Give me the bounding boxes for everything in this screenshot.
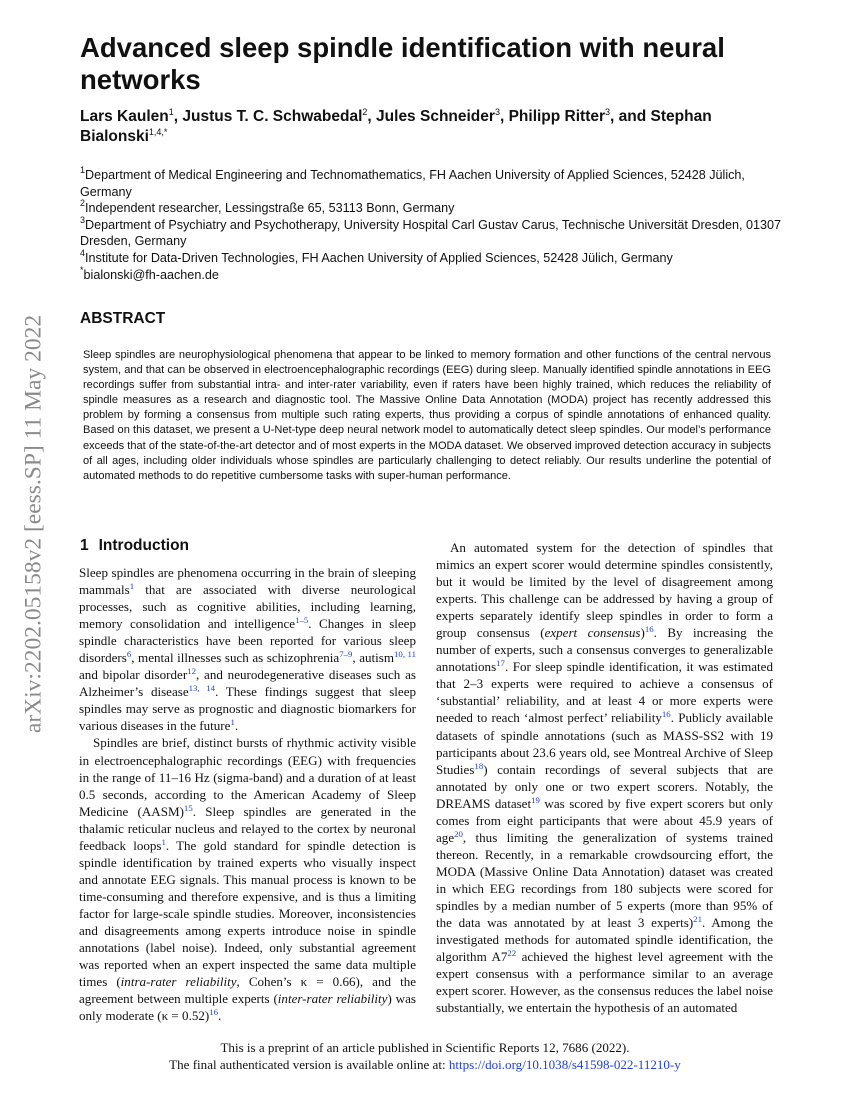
citation-link[interactable]: 18: [474, 760, 484, 771]
citation-link[interactable]: 15: [183, 802, 193, 813]
affiliation-text: Department of Medical Engineering and Technomathematics, FH Aachen University of Applied Sciences, 52428 Jülich, Germany: [80, 168, 745, 199]
citation-link[interactable]: 22: [507, 948, 517, 959]
paper-title: Advanced sleep spindle identification with neural networks: [80, 32, 725, 95]
author-separator: ,: [367, 108, 377, 125]
body-text: and bipolar disorder: [79, 667, 188, 683]
citation-link[interactable]: 1: [161, 836, 166, 847]
body-text: .: [234, 718, 239, 734]
author-name: Justus T. C. Schwabedal: [182, 108, 363, 125]
body-text: . Among the investigated methods for automated spindle identification, the algorithm A7: [436, 915, 773, 965]
citation-link[interactable]: 1: [230, 717, 235, 728]
citation-link[interactable]: 20: [454, 828, 463, 839]
citation-link[interactable]: 16: [209, 1007, 219, 1018]
affiliation-mark: 4: [80, 247, 86, 258]
body-text: ) contain recordings of several subjects that are annotated by only one or two expert scorers. Notably, the DREAMS dataset: [436, 761, 773, 811]
abstract-heading: ABSTRACT: [80, 310, 166, 327]
footer-preprint-note: This is a preprint of an article published in Scientific Reports 12, 7686 (2022).: [220, 1040, 630, 1055]
affiliation: [80, 214, 800, 250]
body-text: ) was only moderate (κ = 0.52): [79, 991, 416, 1024]
footer-doi-line: [0, 1056, 850, 1073]
body-text: , thus limiting the generalization of systems trained thereon. Recently, in a remarkable crowdsourcing effort, the MODA (Massive Online Data Annotation) dataset was created in which EEG recordings from 180 subjects were scored for spindles by a median number of 5 experts (more than 95% of the data was annotated by at least 3 experts): [436, 829, 773, 931]
affiliation-text: bialonski@fh-aachen.de: [83, 267, 219, 282]
citation-link[interactable]: 21: [693, 914, 702, 925]
author-separator: ,: [499, 108, 509, 125]
body-paragraph: [436, 539, 773, 1016]
body-paragraph: [79, 734, 416, 1024]
right-column: [436, 539, 773, 1016]
author-affiliation-mark: 3: [605, 107, 611, 117]
author-name: Lars Kaulen: [80, 108, 169, 125]
body-text: , mental illnesses such as schizophrenia: [131, 650, 340, 666]
citation-link[interactable]: 16: [661, 709, 671, 720]
body-text: Spindles are brief, distinct bursts of rhythmic activity visible in electroencephalographic recordings (EEG) with frequencies in the range of 11–16 Hz (sigma-band) and a duration of at least 0.5 seconds, according to the American Academy of Sleep Medicine (AASM): [79, 735, 416, 819]
emphasis-text: inter-rater reliability: [277, 991, 388, 1007]
body-text: , and neurodegenerative diseases such as Alzheimer’s disease: [79, 667, 416, 700]
affiliation-list: [80, 167, 800, 283]
affiliation-text: Independent researcher, Lessingstraße 65, 53113 Bonn, Germany: [85, 201, 455, 216]
citation-link[interactable]: 16: [644, 624, 654, 635]
citation-link[interactable]: 7–9: [339, 649, 353, 660]
left-column: [79, 564, 416, 1024]
author-name: Philipp Ritter: [508, 108, 606, 125]
body-text: . Sleep spindles are generated in the thalamic reticular nucleus and relayed to the cortex by neuronal feedback loops: [79, 803, 416, 853]
body-text: .: [218, 1008, 222, 1024]
body-text: . By increasing the number of experts, such a consensus converges to generalizable annotations: [436, 625, 773, 675]
body-text: . The gold standard for spindle detection is spindle identification by trained experts who visually inspect and annotate EEG signals. This manual process is known to be time-consuming and therefore expensive, and is thus a limiting factor for large-scale spindle studies. Moreover, inconsistencies and disagreements among experts introduce noise in spindle annotations (label noise). Indeed, only substantial agreement was reported when an expert inspected the same data multiple times (: [79, 837, 416, 990]
citation-link[interactable]: 17: [496, 658, 505, 669]
arxiv-identifier: arXiv:2202.05158v2 [eess.SP] 11 May 2022: [20, 314, 47, 734]
affiliation-mark: 3: [80, 214, 86, 225]
arxiv-sidebar: [22, 285, 46, 763]
body-text: . For sleep spindle identification, it was estimated that 2–3 experts were required to achieve a consensus of ‘substantial’ reliability, and at least 4 or more experts were needed to reach ‘almost perfect’ reliability: [436, 659, 773, 726]
affiliation: [80, 264, 800, 284]
emphasis-text: expert consensus: [544, 625, 641, 641]
affiliation: [80, 200, 800, 217]
citation-link[interactable]: 19: [531, 794, 540, 805]
affiliation-mark: 1: [80, 165, 86, 175]
body-text: that are associated with diverse neurological processes, such as cognitive abilities, including learning, memory consolidation and intelligence: [79, 582, 416, 632]
doi-link[interactable]: https://doi.org/10.1038/s41598-022-11210-y: [448, 1057, 681, 1072]
body-text: . Publicly available datasets of spindle annotations (such as MASS-SS2 with 19 participants about 23.6 years old, see Montreal Archive of Sleep Studies: [436, 710, 773, 777]
section-number: 1: [80, 537, 89, 554]
author-name: Stephan Bialonski: [80, 108, 712, 145]
citation-link[interactable]: 1–5: [295, 615, 309, 626]
author-separator: , and: [610, 108, 651, 125]
body-text: . Changes in sleep spindle characteristics have been reported for various sleep disorders: [79, 616, 416, 666]
citation-link[interactable]: 13, 14: [188, 683, 216, 694]
author-name: Jules Schneider: [376, 108, 495, 125]
abstract-body: Sleep spindles are neurophysiological phenomena that appear to be linked to memory formation and other functions of the central nervous system, and that can be observed in electroencephalographic recordings (EEG) during sleep. Manually identified spindle annotations in EEG recordings suffer from substantial intra- and inter-rater variability, even if raters have been highly trained, which reduces the reliability of spindle measures as a research and diagnostic tool. The Massive Online Data Annotation (MODA) project has recently addressed this problem by forming a consensus from multiple such rating experts, thus providing a corpus of spindle annotations of enhanced quality. Based on this dataset, we present a U-Net-type deep neural network model to automatically detect sleep spindles. Our model’s performance exceeds that of the state-of-the-art detector and of most experts in the MODA dataset. We observed improved detection accuracy in subjects of all ages, including older individuals whose spindles are particularly challenging to detect reliably. Our results underline the potential of automated methods to do repetitive cumbersome tasks with super-human performance.: [83, 349, 771, 482]
citation-link[interactable]: 1: [129, 581, 135, 592]
affiliation-mark: *: [80, 264, 84, 275]
body-text: Sleep spindles are phenomena occurring in the brain of sleeping mammals: [79, 565, 416, 598]
affiliation: [80, 167, 800, 200]
author-affiliation-mark: 1,4,*: [148, 127, 168, 137]
body-text: achieved the highest level agreement with the expert consensus with a performance similar to an average expert scorer. However, as the consensus reduces the label noise substantially, we entertain the hypothesis of an automated: [436, 949, 773, 1016]
author-list: [80, 107, 800, 147]
author-affiliation-mark: 2: [362, 107, 368, 117]
body-paragraph: [79, 564, 416, 734]
emphasis-text: intra-rater reliability: [120, 974, 237, 990]
body-text: An automated system for the detection of spindles that mimics an expert scorer would determine spindles consistently, but it would be limited by the level of disagreement among experts. This challenge can be addressed by having a group of experts separately identify sleep spindles in order to form a group consensus (: [436, 540, 773, 641]
body-text: , Cohen’s κ = 0.66), and the agreement between multiple experts (: [79, 974, 417, 1007]
section-title: Introduction: [98, 537, 190, 554]
citation-link[interactable]: 10, 11: [394, 649, 416, 660]
body-text: , autism: [352, 650, 395, 666]
footer-doi-prefix: The final authenticated version is available online at:: [169, 1057, 449, 1072]
author-affiliation-mark: 3: [494, 107, 500, 117]
citation-link[interactable]: 6: [126, 649, 132, 660]
section-heading: [80, 537, 189, 555]
citation-link[interactable]: 12: [187, 666, 196, 677]
affiliation: [80, 247, 800, 267]
author-separator: ,: [173, 108, 183, 125]
affiliation-mark: 2: [80, 198, 86, 209]
body-text: was scored by five expert scorers but only comes from eight participants that were about 45.9 years of age: [436, 795, 774, 845]
author-affiliation-mark: 1: [168, 107, 174, 117]
affiliation-text: Institute for Data-Driven Technologies, FH Aachen University of Applied Sciences, 52428 Jülich, Germany: [85, 250, 673, 265]
body-text: . These findings suggest that sleep spindles may serve as prognostic and diagnostic biomarkers for various diseases in the future: [79, 684, 417, 734]
affiliation-text: Department of Psychiatry and Psychotherapy, University Hospital Carl Gustav Carus, Technische Universität Dresden, 01307 Dresden, Germany: [80, 217, 782, 249]
body-text: ): [640, 625, 645, 641]
